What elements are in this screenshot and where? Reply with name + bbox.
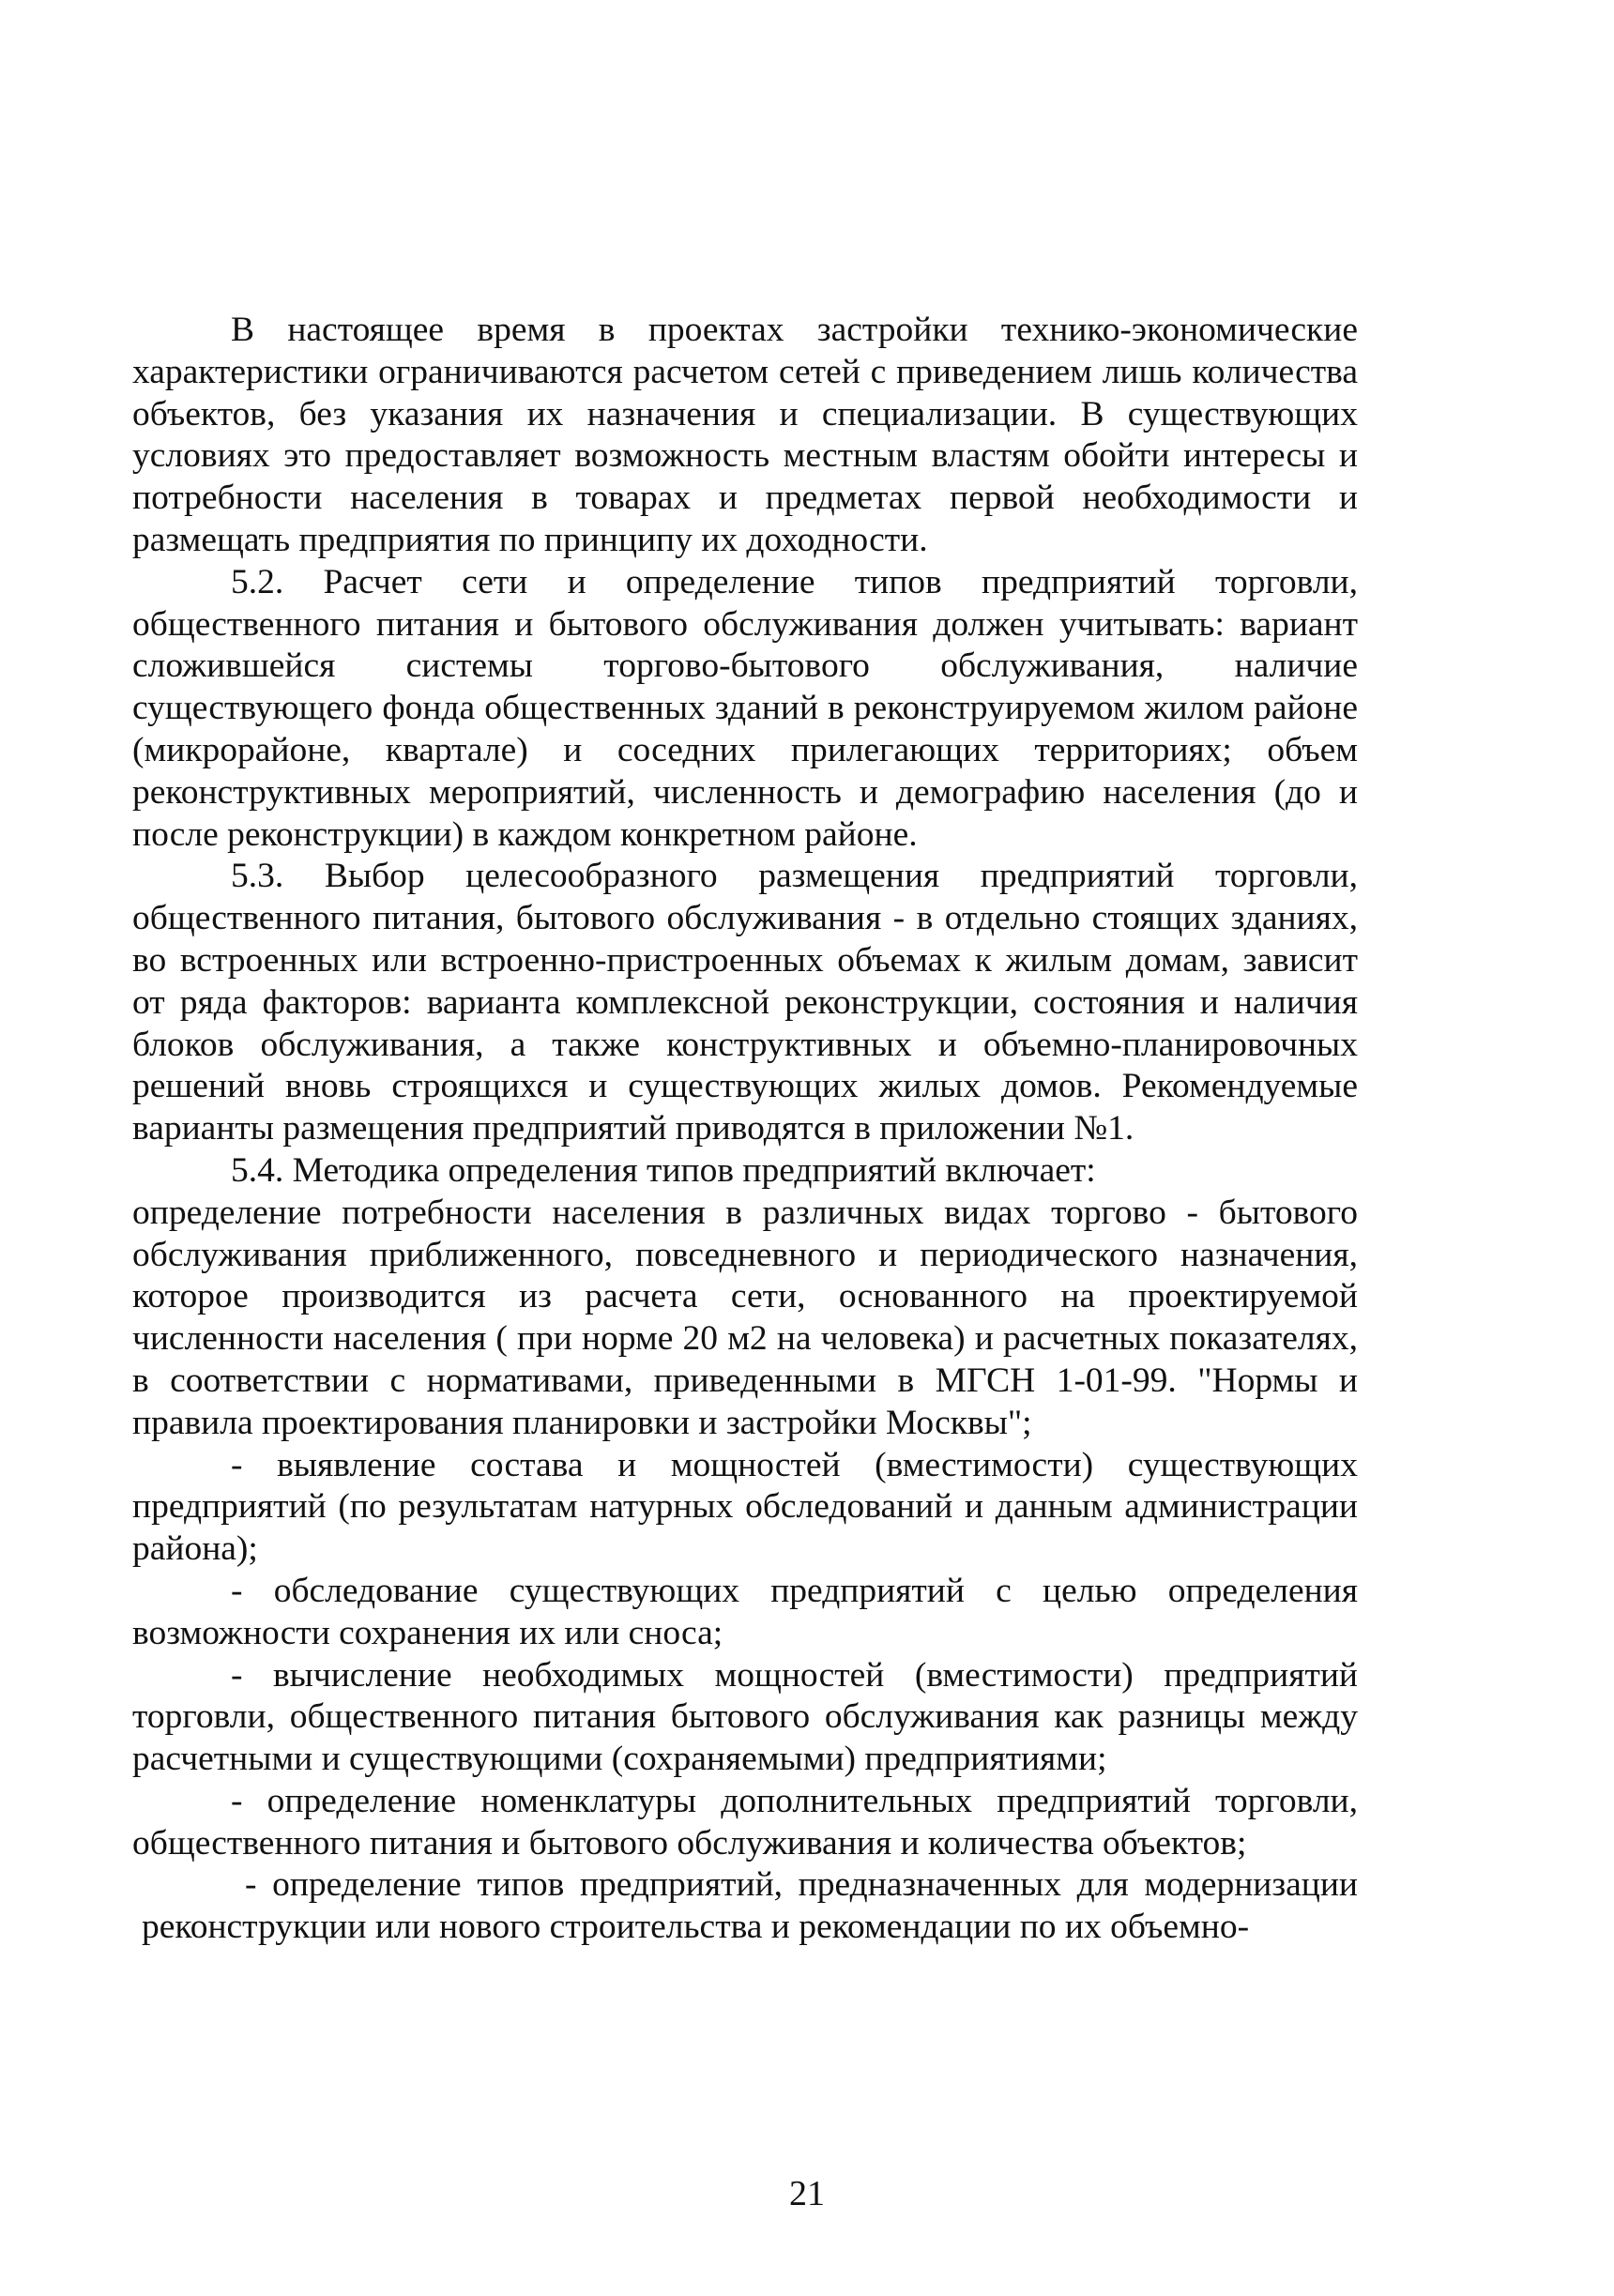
list-item-nomenclature: - определение номенклатуры дополнительных предприятий торговли, общественного питания и бытового обслуживания и количества объектов; <box>132 1781 1358 1863</box>
list-item-capacity: - выявление состава и мощностей (вместимости) существующих предприятий (по результатам натурных обследований и данным администрации района); <box>132 1445 1358 1569</box>
list-item-types: - определение типов предприятий, предназначенных для модернизации реконструкции или нового строительства и рекомендации по их объемно- <box>142 1865 1358 1947</box>
list-item-calculation: - вычисление необходимых мощностей (вместимости) предприятий торговли, общественного питания бытового обслуживания как разницы между расчетными и существующими (сохраняемыми) предприятиями; <box>132 1655 1358 1779</box>
body-text <box>132 310 1358 1949</box>
paragraph-5-2: 5.2. Расчет сети и определение типов предприятий торговли, общественного питания и бытового обслуживания должен учитывать: вариант сложившейся системы торгово-бытового обслуживания, наличие существующего фонда общественных зданий в реконструируемом жилом районе (микрорайоне, квартале) и соседних прилегающих территориях; объем реконструктивных мероприятий, численность и демографию населения (до и после реконструкции) в каждом конкретном районе. <box>132 562 1358 854</box>
paragraph-intro: В настоящее время в проектах застройки технико-экономические характеристики ограничиваются расчетом сетей с приведением лишь количества объектов, без указания их назначения и специализации. В существующих условиях это предоставляет возможность местным властям обойти интересы и потребности населения в товарах и предметах первой необходимости и размещать предприятия по принципу их доходности. <box>132 311 1358 559</box>
list-item-survey: - обследование существующих предприятий с целью определения возможности сохранения их или сноса; <box>132 1571 1358 1652</box>
page-number: 21 <box>789 2174 825 2213</box>
list-item-demand: определение потребности населения в различных видах торгово - бытового обслуживания приближенного, повседневного и периодического назначения, которое производится из расчета сети, основанного на проектируемой численности населения ( при норме 20 м2 на человека) и расчетных показателях, в соответствии с нормативами, приведенными в МГСН 1-01-99. "Нормы и правила проектирования планировки и застройки Москвы"; <box>132 1193 1358 1442</box>
paragraph-5-3: 5.3. Выбор целесообразного размещения предприятий торговли, общественного питания, бытового обслуживания - в отдельно стоящих зданиях, во встроенных или встроенно-пристроенных объемах к жилым домам, зависит от ряда факторов: варианта комплексной реконструкции, состояния и наличия блоков обслуживания, а также конструктивных и объемно-планировочных решений вновь строящихся и существующих жилых домов. Рекомендуемые варианты размещения предприятий приводятся в приложении №1. <box>132 857 1358 1148</box>
paragraph-5-4: 5.4. Методика определения типов предприятий включает: <box>231 1150 1096 1190</box>
